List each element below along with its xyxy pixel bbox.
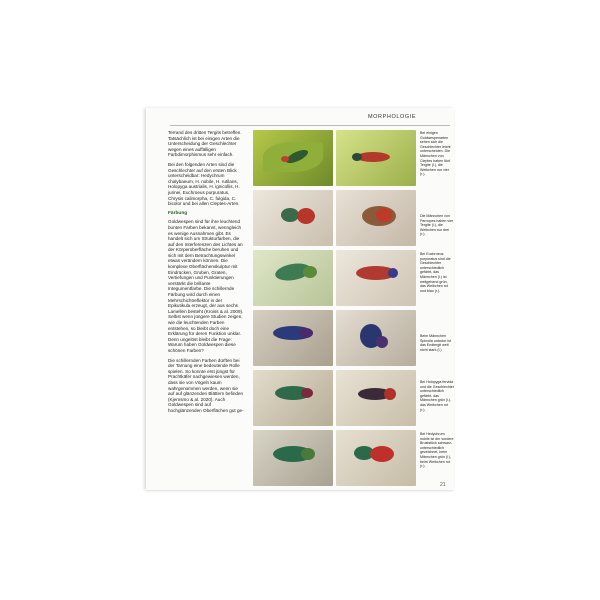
photo-spinolia-male <box>253 310 333 366</box>
photo-holopyga-female <box>336 370 416 426</box>
caption-euchroeus: Bei Euchroeus purpuratus sind die Geschlechter unterschiedlich gefärbt, das Männchen (l.) ist weitgehend grün, das Weibchen rot und blau (r.). <box>420 252 451 293</box>
photo-cleptes-male <box>253 130 333 186</box>
page-number: 21 <box>440 482 446 488</box>
body-text-column <box>168 130 244 418</box>
photo-spinolia-female <box>336 310 416 366</box>
caption-holopyga: Bei Holopyga fervida und die Geschlechter unterschiedlich gefärbt, das Männchen grün (l.), das Weibchen rot (r.). <box>420 380 454 412</box>
caption-hedychrum: Bei Hedychrum nobile ist der vordere Bruststück schwarz-unterschiedlich gezeichnet, beim Männchen grün (l.), beim Weibchen rot (r.). <box>420 432 454 469</box>
header-rule <box>170 125 450 126</box>
photo-cleptes-female <box>336 130 416 186</box>
caption-parnopes: Die Männchen von Parnopes haben vier Tergite (l.), die Weibchen nur drei (r.). <box>420 214 454 237</box>
photo-euchroeus-female <box>336 250 416 306</box>
paragraph-3: Goldwespen sind für ihre leuchtend bunten Farben bekannt, wenngleich es wenige Ausnahmen gibt. Es handelt sich um Strukturfarben, die auf den Interferenzen des Lichtes an der Körperoberfläche beruhen und sich mit dem Betrachtungswinkel etwas verändern können. Die komplexe Oberflächenskulptur mit Eindrücken, Gruben, Graten, Vertiefungen und Punktierungen verstärkt die brillante Integumentfarbe. Die schillernde Färbung wird durch einen Mehrschichtreflektor in der Epikutikula erzeugt, der aus sechs Lamellen besteht (Kroiss & al. 2009). Selbst wenn jüngere Studien zeigen, wie die leuchtenden Farben entstehen, so bleibt doch eine Erklärung für deren Funktion unklar. Denn ungelöst bleibt die Frage: Warum haben Goldwespen diese schönen Farben? <box>168 219 244 353</box>
photo-hedychrum-female <box>336 430 416 486</box>
photo-hedychrum-male <box>253 430 333 486</box>
photo-holopyga-male <box>253 370 333 426</box>
paragraph-1: Terrand des dritten Tergits betreffen. Tatsächlich ist bei einigen Arten die Unterscheidung der Geschlechter wegen eines auffälligen Farbdimorphismus sehr einfach. <box>168 130 242 158</box>
section-heading: Färbung <box>168 210 188 216</box>
caption-spinolia: Beim Männchen Spinolia unicolor ist das Endtergit weit nicht stark (l.) <box>420 334 451 352</box>
section-header: MORPHOLOGIE <box>368 114 417 120</box>
paragraph-4: Die schillernden Farben dürften bei der Tarnung eine bedeutende Rolle spielen. So konnte erst jüngst für Prachtkäfer nachgewiesen werden, dass sie von Vögeln kaum wahrgenommen werden, wenn sie auf auf glänzenden Blättern befinden (Kjernsmo & al. 2020). Auch Goldwespen sind auf hochglänzenden Oberflächen gut ge- <box>168 357 244 413</box>
photo-euchroeus-male <box>253 250 333 306</box>
paragraph-2: Bei den folgenden Arten sind die Geschlechter auf den ersten Blick unterscheidbar: Hedychrum chalybaeum, H. nobile, H. rutilans, Holopyga austrialis, H. ignicollis, H. jurinei, Euchroeus purpuratus, Chrysis calimorpha, C. fulgida, C. bicolor und bei allen Cleptes-Arten. <box>168 161 240 207</box>
caption-cleptes: Bei einigen Goldwespenarten sehen sich die Geschlechter leicht unterscheiden. Die Männchen von Cleptes haben fünf Tergite (l.), die Weibchen nur vier (r.). <box>420 131 451 177</box>
photo-parnopes-male <box>253 190 333 246</box>
photo-parnopes-female <box>336 190 416 246</box>
